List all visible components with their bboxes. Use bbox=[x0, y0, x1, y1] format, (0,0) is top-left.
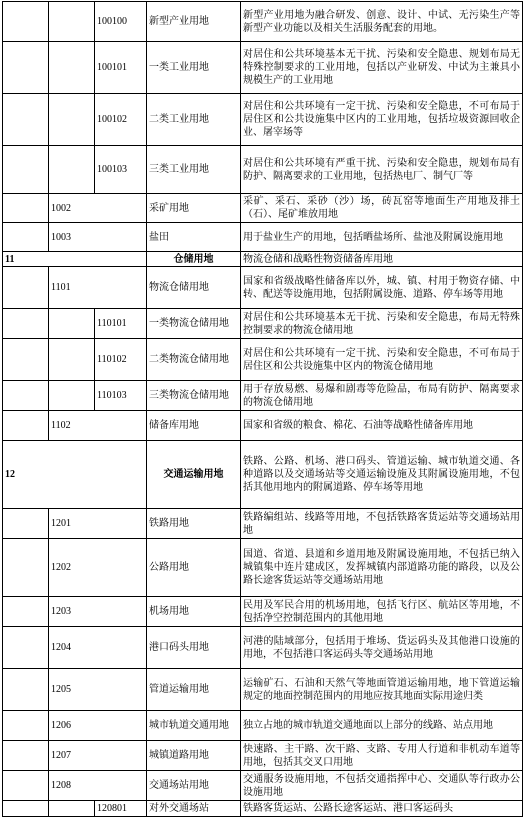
level1-code-cell bbox=[3, 711, 49, 741]
table-row bbox=[3, 267, 523, 309]
description-cell: 用于盐业生产的用地，包括晒盐场所、盐池及附属设施用地 bbox=[241, 223, 523, 252]
level2-code-cell: 1203 bbox=[49, 597, 147, 627]
description-cell: 对居住和公共环境基本无干扰、污染和安全隐患，布局无特殊控制要求的物流仓储用地 bbox=[241, 309, 523, 339]
level1-code-cell bbox=[3, 2, 49, 42]
table-row bbox=[3, 441, 523, 509]
level3-code-cell: 100103 bbox=[95, 146, 147, 194]
description-cell: 铁路客货运站、公路长途客运站、港口客运码头 bbox=[241, 801, 523, 817]
level2-code-cell bbox=[49, 381, 95, 411]
description-cell: 新型产业用地为融合研发、创意、设计、中试、无污染生产等新型产业功能以及相关生活服务配套的用地。 bbox=[241, 2, 523, 42]
table-row bbox=[3, 146, 523, 194]
level1-code-cell bbox=[3, 669, 49, 711]
land-use-classification-table bbox=[2, 1, 523, 817]
level2-code-cell bbox=[49, 146, 95, 194]
description-cell: 对居住和公共环境有一定干扰、污染和安全隐患，不可布局于居住区和公共设施集中区内的物流仓储用地 bbox=[241, 339, 523, 381]
level2-code-cell bbox=[49, 94, 95, 146]
level2-code-cell: 1207 bbox=[49, 741, 147, 771]
level2-code-cell: 1204 bbox=[49, 627, 147, 669]
table-row bbox=[3, 194, 523, 223]
level1-code-cell bbox=[3, 94, 49, 146]
description-cell: 交通服务设施用地，不包括交通指挥中心、交通队等行政办公设施用地 bbox=[241, 771, 523, 801]
category-name-cell: 公路用地 bbox=[147, 539, 241, 597]
level2-code-cell bbox=[49, 339, 95, 381]
category-name-cell: 港口码头用地 bbox=[147, 627, 241, 669]
level3-code-cell: 100100 bbox=[95, 2, 147, 42]
category-name-cell: 二类工业用地 bbox=[147, 94, 241, 146]
category-name-cell: 城市轨道交通用地 bbox=[147, 711, 241, 741]
table-row bbox=[3, 2, 523, 42]
description-cell: 国道、省道、县道和乡道用地及附属设施用地，不包括已纳入城镇集中连片建成区，发挥城镇内部道路功能的路段，以及公路长途客货运站等交通场站用地 bbox=[241, 539, 523, 597]
level1-code-cell bbox=[3, 509, 49, 539]
level2-code-cell: 1206 bbox=[49, 711, 147, 741]
level3-code-cell: 100102 bbox=[95, 94, 147, 146]
level2-code-cell: 1003 bbox=[49, 223, 147, 252]
level1-code-cell bbox=[3, 597, 49, 627]
description-cell: 铁路编组站、线路等用地，不包括铁路客货运站等交通场站用地 bbox=[241, 509, 523, 539]
category-name-cell: 三类工业用地 bbox=[147, 146, 241, 194]
table-row bbox=[3, 94, 523, 146]
description-cell: 对居住和公共环境有一定干扰、污染和安全隐患，不可布局于居住区和公共设施集中区内的工业用地，包括垃圾资源回收企业、屠宰场等 bbox=[241, 94, 523, 146]
category-name-cell: 采矿用地 bbox=[147, 194, 241, 223]
description-cell: 独立占地的城市轨道交通地面以上部分的线路、站点用地 bbox=[241, 711, 523, 741]
level3-code-cell: 110102 bbox=[95, 339, 147, 381]
description-cell: 对居住和公共环境有严重干扰、污染和安全隐患，规划布局有防护、隔离要求的工业用地，包括热电厂、制气厂等 bbox=[241, 146, 523, 194]
category-name-cell: 物流仓储用地 bbox=[147, 267, 241, 309]
category-name-cell: 储备库用地 bbox=[147, 411, 241, 441]
level1-code-cell bbox=[3, 309, 49, 339]
level1-code-cell bbox=[3, 411, 49, 441]
level1-code-cell bbox=[3, 627, 49, 669]
category-name-cell: 一类工业用地 bbox=[147, 42, 241, 94]
description-cell: 采矿、采石、采砂（沙）场，砖瓦窑等地面生产用地及排土（石）、尾矿堆放用地 bbox=[241, 194, 523, 223]
description-cell: 快速路、主干路、次干路、支路、专用人行道和非机动车道等用地，包括其交叉口用地 bbox=[241, 741, 523, 771]
category-name-cell: 管道运输用地 bbox=[147, 669, 241, 711]
category-name-cell: 交通场站用地 bbox=[147, 771, 241, 801]
table-row bbox=[3, 223, 523, 252]
level2-code-cell: 1205 bbox=[49, 669, 147, 711]
description-cell: 用于存放易燃、易爆和剧毒等危险品，布局有防护、隔离要求的物流仓储用地 bbox=[241, 381, 523, 411]
table-row bbox=[3, 339, 523, 381]
level2-code-cell: 1202 bbox=[49, 539, 147, 597]
category-name-cell: 一类物流仓储用地 bbox=[147, 309, 241, 339]
table-row bbox=[3, 741, 523, 771]
level1-code-cell bbox=[3, 146, 49, 194]
category-name-cell: 三类物流仓储用地 bbox=[147, 381, 241, 411]
description-cell: 运输矿石、石油和天然气等地面管道运输用地，地下管道运输规定的地面控制范围内的用地应按其地面实际用途归类 bbox=[241, 669, 523, 711]
table-row bbox=[3, 252, 523, 267]
level1-code-cell: 12 bbox=[3, 441, 147, 509]
level2-code-cell bbox=[49, 42, 95, 94]
table-row bbox=[3, 597, 523, 627]
table-row bbox=[3, 669, 523, 711]
level1-code-cell bbox=[3, 42, 49, 94]
level1-code-cell bbox=[3, 267, 49, 309]
description-cell: 国家和省级的粮食、棉花、石油等战略性储备库用地 bbox=[241, 411, 523, 441]
description-cell: 国家和省级战略性储备库以外，城、镇、村用于物资存储、中转、配送等设施用地，包括附属设施、道路、停车场等用地 bbox=[241, 267, 523, 309]
level1-code-cell bbox=[3, 539, 49, 597]
level1-code-cell bbox=[3, 801, 49, 817]
table-row bbox=[3, 42, 523, 94]
category-name-cell: 新型产业用地 bbox=[147, 2, 241, 42]
category-name-cell: 对外交通场站 bbox=[147, 801, 241, 817]
description-cell: 河港的陆域部分，包括用于堆场、货运码头及其他港口设施的用地，不包括港口客运码头等交通场站用地 bbox=[241, 627, 523, 669]
category-name-cell: 二类物流仓储用地 bbox=[147, 339, 241, 381]
level2-code-cell: 1201 bbox=[49, 509, 147, 539]
level3-code-cell: 120801 bbox=[95, 801, 147, 817]
category-name-cell: 机场用地 bbox=[147, 597, 241, 627]
description-cell: 铁路、公路、机场、港口码头、管道运输、城市轨道交通、各种道路以及交通场站等交通运输设施及其附属设施用地，不包括其他用地内的附属道路、停车场等用地 bbox=[241, 441, 523, 509]
table-row bbox=[3, 381, 523, 411]
level3-code-cell: 110103 bbox=[95, 381, 147, 411]
level1-code-cell bbox=[3, 339, 49, 381]
level1-code-cell bbox=[3, 771, 49, 801]
table-row bbox=[3, 801, 523, 817]
level1-code-cell: 11 bbox=[3, 252, 147, 267]
level1-name-cell: 交通运输用地 bbox=[147, 441, 241, 509]
level2-code-cell: 1208 bbox=[49, 771, 147, 801]
category-name-cell: 盐田 bbox=[147, 223, 241, 252]
table-row bbox=[3, 509, 523, 539]
level3-code-cell: 110101 bbox=[95, 309, 147, 339]
level2-code-cell bbox=[49, 309, 95, 339]
level2-code-cell bbox=[49, 801, 95, 817]
level1-code-cell bbox=[3, 381, 49, 411]
description-cell: 民用及军民合用的机场用地，包括飞行区、航站区等用地，不包括净空控制范围内的其他用地 bbox=[241, 597, 523, 627]
table-row bbox=[3, 539, 523, 597]
level2-code-cell: 1101 bbox=[49, 267, 147, 309]
level1-code-cell bbox=[3, 194, 49, 223]
level2-code-cell: 1002 bbox=[49, 194, 147, 223]
category-name-cell: 城镇道路用地 bbox=[147, 741, 241, 771]
level1-name-cell: 仓储用地 bbox=[147, 252, 241, 267]
table-row bbox=[3, 627, 523, 669]
level1-code-cell bbox=[3, 741, 49, 771]
level1-code-cell bbox=[3, 223, 49, 252]
level3-code-cell: 100101 bbox=[95, 42, 147, 94]
category-name-cell: 铁路用地 bbox=[147, 509, 241, 539]
table-row bbox=[3, 309, 523, 339]
description-cell: 物流仓储和战略性物资储备库用地 bbox=[241, 252, 523, 267]
table-row bbox=[3, 411, 523, 441]
table-row bbox=[3, 711, 523, 741]
table-row bbox=[3, 771, 523, 801]
level2-code-cell: 1102 bbox=[49, 411, 147, 441]
level2-code-cell bbox=[49, 2, 95, 42]
description-cell: 对居住和公共环境基本无干扰、污染和安全隐患、规划布局无特殊控制要求的工业用地，包括以产业研发、中试为主兼具小规模生产的工业用地 bbox=[241, 42, 523, 94]
